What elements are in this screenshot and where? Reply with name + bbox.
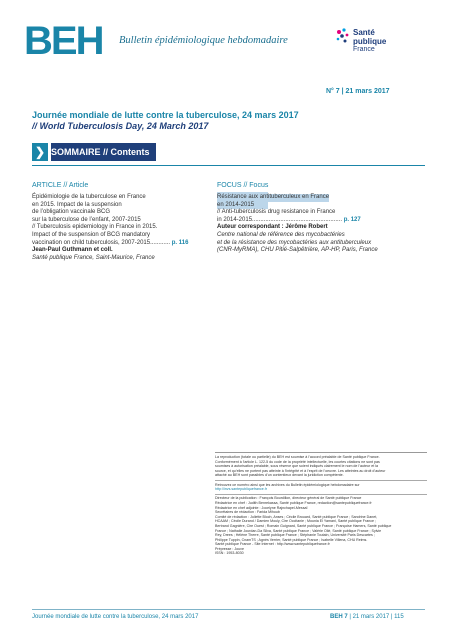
credits-top-rule — [215, 452, 427, 453]
sommaire-chevron-icon: ❯ — [32, 143, 48, 161]
credits-line: La reproduction (totale ou partielle) du BEH est soumise à l’accord préalable de Santé publique France. — [215, 455, 380, 459]
credits-link[interactable]: http://invs.santepubliquefrance.fr — [215, 487, 267, 492]
credits-line: Bertrand Gagnière, Cire Ouest ; Romain Guignard, Santé publique France ; Françoise Hamers, Santé publique — [215, 523, 392, 528]
footer-beh-number: BEH 7 — [330, 614, 348, 620]
partner-name-line1: Santé — [353, 28, 375, 37]
focus-affiliation-line: Centre national de référence des mycobactéries — [217, 231, 345, 238]
credits-line: Comité de rédaction : Juliette Bloch, Anses ; Cécile Brouard, Santé publique France ; Sandrine Danet, — [215, 514, 378, 519]
focus-title-en-line: in 2014-2015 — [217, 216, 253, 223]
credits-line: France ; Nathalie Jourdan-Da Silva, Santé publique France ; Valérie Olié, Santé publique France ; Sylvie — [215, 528, 382, 533]
focus-entry[interactable]: Résistance aux antituberculeux en France en 2014-2015 // Anti-tuberculosis drug resistance in France in 2014-2015...................................................... p. 127 Auteur correspondant : Jérôme Robert Centre national de référence des mycobactéries et de la résistance des mycobactéries aux antituberculeux (CNR-MyRMA), CHU Pitié-Salpêtrière, AP-HP, Paris, France — [217, 194, 378, 254]
focus-section-label: FOCUS // Focus — [217, 182, 269, 189]
issue-title-en: // World Tuberculosis Day, 24 March 2017 — [32, 121, 209, 131]
focus-title-en-line: // Anti-tuberculosis drug resistance in France — [217, 209, 336, 216]
partner-name-line2: publique — [353, 37, 387, 46]
credits-line: attaché au BEH sont passibles d’un contentieux devant la juridiction compétente. — [215, 473, 344, 478]
article-section-label: ARTICLE // Article — [32, 182, 89, 189]
article-page-number: p. 116 — [171, 239, 189, 246]
sommaire-heading: SOMMAIRE // Contents — [51, 143, 156, 161]
credits-line: source, et qu’elles ne portent pas atteinte à l’intégrité et à l’esprit de l’oeuvre. Les atteintes au droit d’auteur — [215, 468, 386, 473]
article-author: Jean-Paul Guthmann et coll. — [32, 247, 113, 254]
svg-text:BEH: BEH — [24, 20, 103, 58]
article-title-en-line: Impact of the suspension of BCG mandatory — [32, 231, 151, 238]
credits-line: ISSN : 1953-8030 — [215, 551, 244, 556]
focus-title-line: Résistance aux antituberculeux en France — [217, 194, 330, 200]
credits-box — [215, 452, 427, 556]
credits-line: Santé publique France - Site Internet : http://www.santepubliquefrance.fr — [215, 542, 330, 547]
issue-number: N° 7 | 21 mars 2017 — [326, 88, 390, 95]
credits-line: soumises à autorisation préalable, sous réserve que soient indiqués clairement le nom de l’auteur et la — [215, 464, 379, 469]
article-title-en-line: vaccination on child tuberculosis, 2007-2015 — [32, 239, 151, 246]
credits-line: Prépresse : Jouve — [215, 546, 244, 551]
credits-line: HCAAM ; Cécile Durand / Damien Mouly, Cire Occitanie ; Mounia El Yamani, Santé publique France ; — [215, 519, 376, 524]
footer-issue-page — [330, 614, 404, 620]
focus-page-number: p. 127 — [343, 216, 361, 223]
credits-line: Retrouvez ce numéro ainsi que les archives du Bulletin épidémiologique hebdomadaire sur — [215, 482, 360, 487]
credits-line: Secrétaires de rédaction : Farida Mihoub — [215, 510, 280, 515]
focus-title-line: en 2014-2015 — [217, 201, 255, 208]
credits-line: Conformément à l’article L. 122-5 du code de la propriété intellectuelle, les courtes citations ne sont pas — [215, 459, 380, 464]
focus-affiliation-line: et de la résistance des mycobactéries aux antituberculeux — [217, 239, 372, 246]
article-title-line: sur la tuberculose de l’enfant, 2007-2015 — [32, 216, 141, 223]
footer-title: Journée mondiale de lutte contre la tuberculose, 24 mars 2017 — [32, 614, 199, 620]
article-entry[interactable]: Épidémiologie de la tuberculose en France en 2015. Impact de la suspension de l’obligation vaccinale BCG sur la tuberculose de l’enfant, 2007-2015 // Tuberculosis epidemiology in France in 2015. Impact of the suspension of BCG mandatory vaccination on child tuberculosis, 2007-2015............ p. 116 Jean-Paul Guthmann et coll. Santé publique France, Saint-Maurice, France — [32, 194, 189, 261]
article-title-line: de l’obligation vaccinale BCG — [32, 209, 111, 216]
credits-divider — [215, 494, 427, 495]
focus-author: Auteur correspondant : Jérôme Robert — [217, 224, 328, 231]
footer-date-page: | 21 mars 2017 | 115 — [347, 614, 404, 620]
focus-affiliation-line: (CNR-MyRMA), CHU Pitié-Salpêtrière, AP-HP, Paris, France — [217, 247, 378, 254]
partner-name-line3: France — [353, 46, 375, 53]
credits-line: Rey, Drees ; Hélène Therre, Santé publique France ; Stéphanie Toutain, Université Paris Descartes ; — [215, 533, 375, 538]
credits-line: Rédactrice en chef : Judith Benrekassa, Santé publique France, redaction@santepubliquefrance.fr — [215, 500, 372, 505]
bulletin-tagline: Bulletin épidémiologique hebdomadaire — [119, 35, 288, 46]
article-title-line: en 2015. Impact de la suspension — [32, 201, 122, 208]
issue-title-fr: Journée mondiale de lutte contre la tuberculose, 24 mars 2017 — [32, 110, 299, 120]
article-title-en-line: // Tuberculosis epidemiology in France in 2015. — [32, 224, 158, 231]
credits-line: Philippe Tuppin, CnamTS ; Agnès Verrier, Santé publique France ; Isabelle Villena, CHU Reims. — [215, 537, 368, 542]
footer-rule — [32, 609, 425, 610]
credits-line: Rédactrice en chef adjointe : Jocelyne Rajnchapel-Messaï — [215, 505, 308, 510]
article-title-line: Épidémiologie de la tuberculose en France — [32, 194, 146, 200]
beh-logo-icon — [24, 20, 122, 58]
credits-line: Directeur de la publication : François Bourdillon, directeur général de Santé publique France — [215, 496, 362, 501]
sommaire-divider — [32, 165, 425, 166]
credits-divider — [215, 480, 427, 481]
article-affiliation: Santé publique France, Saint-Maurice, France — [32, 254, 155, 261]
